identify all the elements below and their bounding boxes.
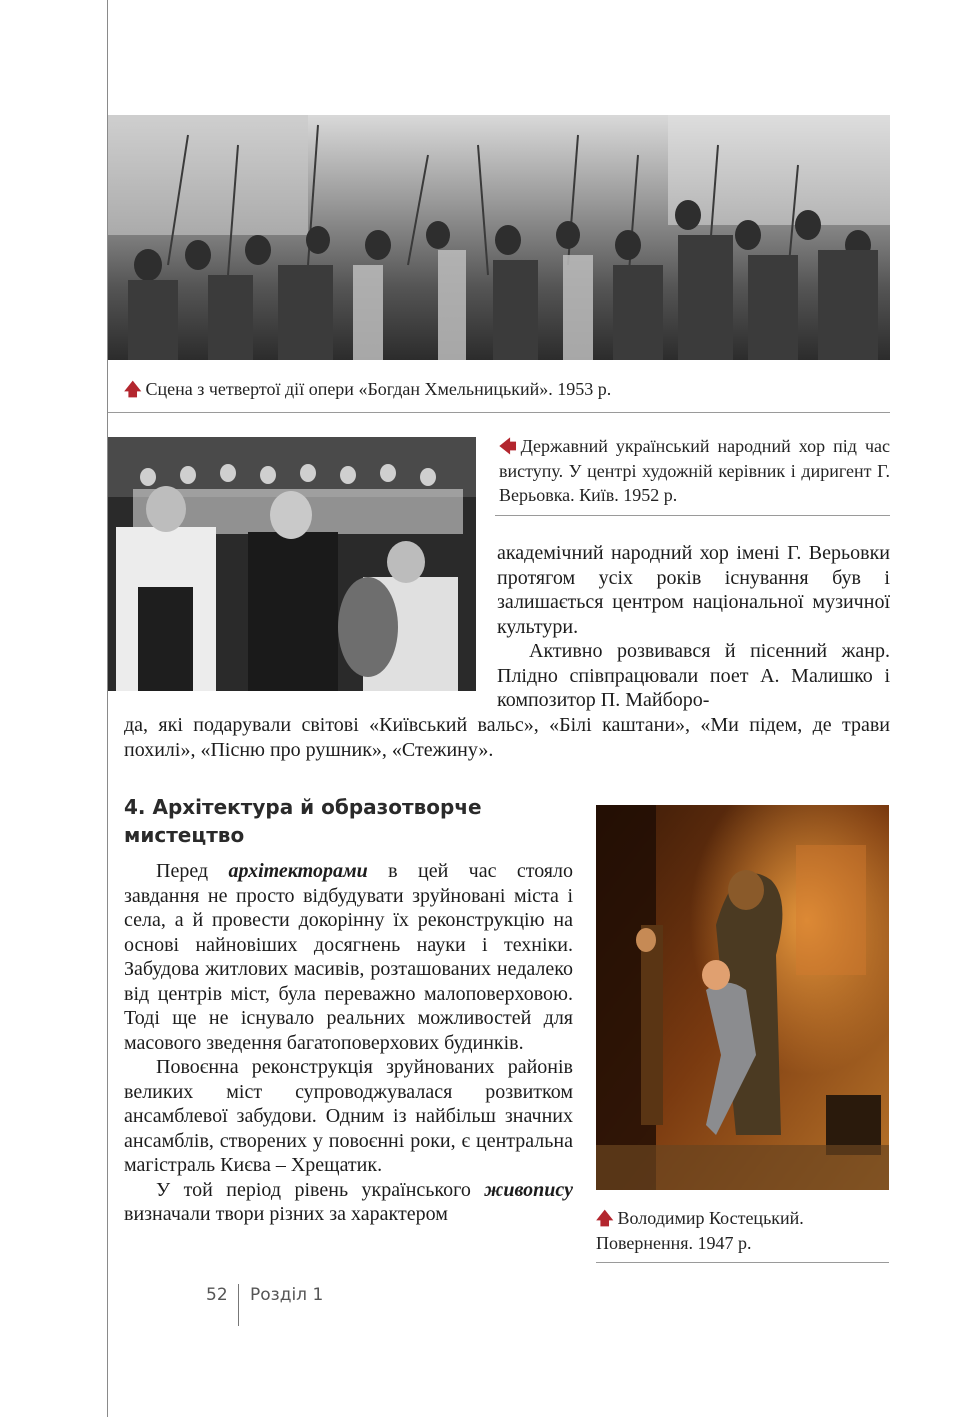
choir-paragraph bbox=[497, 541, 890, 713]
paragraph-reconstruction: Повоєнна реконструкція зруйнованих районів великих міст супроводжувалася розвитком ансамблевої забудови. Одним із найбільш значних ансамблів, створених у повоєнні роки, є центральна магістраль Києва – Хрещатик. bbox=[124, 1056, 573, 1176]
choir-caption-rule bbox=[495, 515, 890, 516]
choir-photo bbox=[108, 437, 476, 691]
arrow-left-icon: 🡄 bbox=[499, 437, 517, 457]
painting-caption bbox=[596, 1206, 889, 1255]
painting-caption-line1 bbox=[596, 1206, 889, 1231]
footer-divider bbox=[238, 1284, 239, 1326]
caption-rule bbox=[108, 412, 890, 413]
keyword-architects: архітекторами bbox=[228, 860, 368, 882]
painting-image bbox=[596, 805, 889, 1190]
choir-caption-text: Державний український народний хор під час виступу. У центрі художній керівник і диригент Г. Верьовка. Київ. 1952 р. bbox=[499, 436, 890, 505]
keyword-painting: живопису bbox=[484, 1178, 573, 1201]
opera-scene-caption-text: Сцена з четвертої дії опери «Богдан Хмельницький». 1953 р. bbox=[145, 379, 612, 399]
song-paragraph-end bbox=[124, 713, 890, 762]
p3-text-b: в цей час стояло завдання не просто відбудувати зруйновані міста і села, а й провести докорінну їх реконструкцію на основі найновіших досягнень науки і техніки. Забудова житлових масивів, розташованих недалеко від центрів міст, була переважно малоповерховою. Тоді ще не існувало реальних можливостей для масового зведення багатоповерхових будинків. bbox=[124, 860, 573, 1054]
p3-text-a: Перед bbox=[156, 860, 229, 882]
page-number: 52 bbox=[206, 1285, 228, 1305]
opera-scene-photo bbox=[108, 115, 890, 360]
paragraph-song-start: Активно розвивався й пісенний жанр. Плідно співпрацювали поет А. Малишко і композитор П. Майборо- bbox=[497, 640, 890, 711]
choir-caption bbox=[499, 434, 890, 507]
arrow-up-icon: 🡅 bbox=[124, 380, 142, 400]
section-heading bbox=[124, 793, 574, 849]
paragraph-choir: академічний народний хор імені Г. Верьовки протягом усіх років існування був і залишається центром національної музичної культури. bbox=[497, 542, 890, 638]
arrow-up-icon: 🡅 bbox=[596, 1209, 614, 1229]
opera-scene-caption bbox=[124, 377, 884, 402]
section-heading-line2: мистецтво bbox=[124, 823, 245, 847]
architecture-text bbox=[124, 859, 573, 1227]
section-heading-line1: 4. Архітектура й образотворче bbox=[124, 795, 482, 819]
paragraph-painting bbox=[124, 1178, 573, 1227]
painting-caption-text1: Володимир Костецький. bbox=[617, 1208, 804, 1228]
painting-caption-line2: Повернення. 1947 р. bbox=[596, 1233, 752, 1253]
section-label: Розділ 1 bbox=[250, 1285, 324, 1305]
paragraph-architects bbox=[124, 859, 573, 1055]
p5-text-b: визначали твори різних за характером bbox=[124, 1203, 448, 1225]
p5-text-a: У той період рівень українського bbox=[156, 1178, 485, 1201]
paragraph-song-end: да, які подарували світові «Київський вальс», «Білі каштани», «Ми підем, де трави похилі», «Пісню про рушник», «Стежину». bbox=[124, 714, 890, 761]
painting-caption-rule bbox=[596, 1262, 889, 1263]
